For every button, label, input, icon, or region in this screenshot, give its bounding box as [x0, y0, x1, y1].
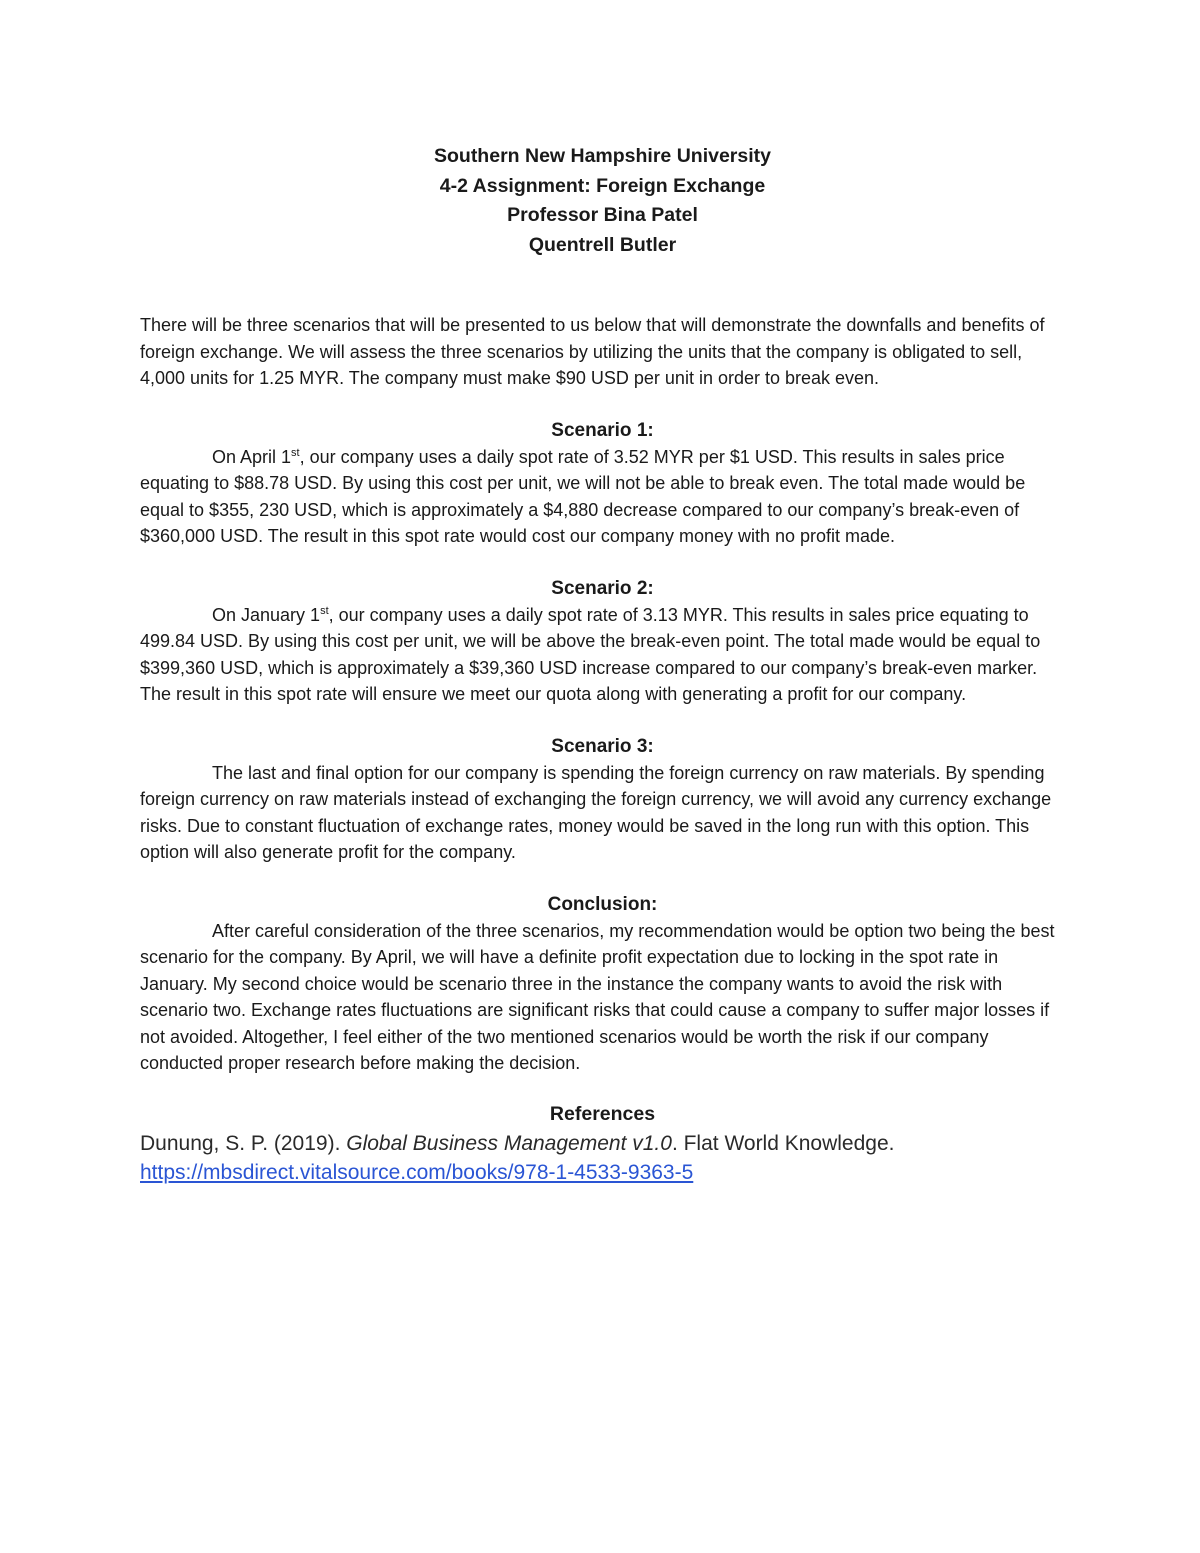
reference-book-title: Global Business Management v1.0: [346, 1131, 672, 1155]
intro-paragraph: There will be three scenarios that will be presented to us below that will demonstrate the downfalls and benefits of foreign exchange. We will assess the three scenarios by utilizing the units that the company is obligated to sell, 4,000 units for 1.25 MYR. The company must make $90 USD per unit in order to break even.: [140, 315, 1045, 388]
scenario-1-lead: On April 1: [212, 446, 292, 467]
scenario-3-paragraph: The last and final option for our company is spending the foreign currency on raw materials. By spending foreign currency on raw materials instead of exchanging the foreign currency, we will avoid any currency exchange risks. Due to constant fluctuation of exchange rates, money would be saved in the long run with this option. This option will also generate profit for the company.: [140, 762, 1052, 862]
scenario-2-ordinal: st: [320, 604, 329, 617]
scenario-2-paragraph: [140, 602, 1065, 708]
scenario-1-text: , our company uses a daily spot rate of 3.52 MYR per $1 USD. This results in sales price equating to $88.78 USD. By using this cost per unit, we will not be able to break even. The total made would be equal to $355, 230 USD, which is approximately a $4,880 decrease compared to our company’s break-even of $360,000 USD. The result in this spot rate would cost our company money with no profit made.: [140, 446, 1026, 546]
reference-link[interactable]: https://mbsdirect.vitalsource.com/books/978-1-4533-9363-5: [140, 1160, 694, 1184]
assignment-title: 4-2 Assignment: Foreign Exchange: [439, 174, 766, 197]
scenario-1-section: [140, 418, 1065, 550]
references-heading: References: [549, 1102, 656, 1125]
title-block: [140, 142, 1065, 260]
scenario-2-lead: On January 1: [212, 604, 321, 625]
university-name: Southern New Hampshire University: [433, 145, 771, 167]
references-section: [140, 1099, 1065, 1187]
reference-entry: [140, 1129, 1065, 1187]
scenario-1-heading: Scenario 1:: [551, 419, 654, 441]
scenario-3-section: [140, 734, 1065, 866]
reference-author: Dunung, S. P. (2019).: [140, 1131, 347, 1155]
professor-name: Professor Bina Patel: [507, 204, 698, 226]
scenario-3-heading: Scenario 3:: [551, 735, 654, 757]
scenario-1-paragraph: [140, 444, 1065, 550]
scenario-2-text: , our company uses a daily spot rate of 3.13 MYR. This results in sales price equating to 499.84 USD. By using this cost per unit, we will be above the break-even point. The total made would be equal to $399,360 USD, which is approximately a $39,360 USD increase compared to our company’s break-even marker. The result in this spot rate will ensure we meet our quota along with generating a profit for our company.: [140, 604, 1041, 704]
conclusion-heading: Conclusion:: [547, 893, 658, 915]
scenario-2-section: [140, 576, 1065, 708]
scenario-2-heading: Scenario 2:: [551, 577, 654, 599]
reference-publisher: . Flat World Knowledge.: [671, 1131, 895, 1155]
conclusion-section: [140, 892, 1065, 1077]
scenario-1-ordinal: st: [291, 446, 300, 459]
conclusion-paragraph: After careful consideration of the three scenarios, my recommendation would be option two being the best scenario for the company. By April, we will have a definite profit expectation due to locking in the spot rate in January. My second choice would be scenario three in the instance the company wants to avoid the risk with scenario two. Exchange rates fluctuations are significant risks that could cause a company to suffer major losses if not avoided. Altogether, I feel either of the two mentioned scenarios would be worth the risk if our company conducted proper research before making the decision.: [140, 920, 1055, 1073]
student-name: Quentrell Butler: [528, 233, 677, 256]
document-page: [140, 142, 1065, 1187]
